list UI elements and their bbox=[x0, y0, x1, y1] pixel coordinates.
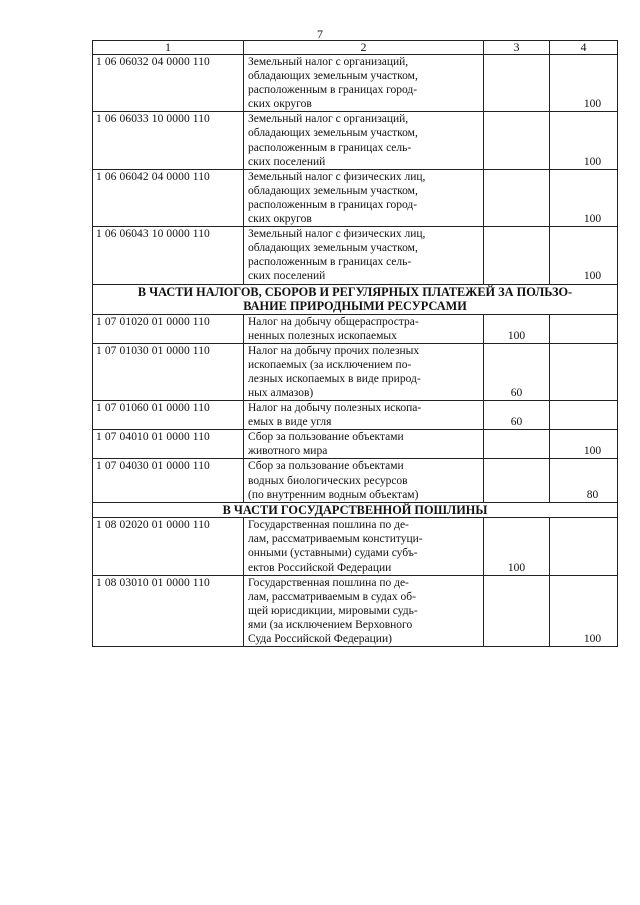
description-line: ями (за исключением Верховного bbox=[248, 618, 413, 631]
table-row bbox=[93, 401, 618, 430]
description-line: расположенным в границах город- bbox=[248, 198, 418, 211]
description-line: Земельный налог с физических лиц, bbox=[248, 228, 426, 241]
description-line: ископаемых (за исключением по- bbox=[248, 358, 412, 371]
budget-code-cell: 1 06 06043 10 0000 110 bbox=[93, 227, 244, 284]
description-line: ских поселений bbox=[248, 155, 326, 168]
revenue-description-cell bbox=[244, 169, 484, 226]
description-line: Государственная пошлина по де- bbox=[248, 519, 409, 532]
description-line: расположенным в границах сель- bbox=[248, 256, 412, 269]
description-line: обладающих земельным участком, bbox=[248, 242, 418, 255]
section-heading-line: В ЧАСТИ НАЛОГОВ, СБОРОВ И РЕГУЛЯРНЫХ ПЛАТЕЖЕЙ ЗА ПОЛЬЗО- bbox=[137, 284, 573, 299]
section-heading-row bbox=[93, 284, 618, 314]
column-4-value: 100 bbox=[550, 169, 618, 226]
description-line: Сбор за пользование объектами bbox=[248, 460, 404, 473]
budget-code-cell: 1 07 04010 01 0000 110 bbox=[93, 430, 244, 459]
description-line: расположенным в границах сель- bbox=[248, 141, 412, 154]
column-3-value: 100 bbox=[484, 518, 550, 575]
table-row bbox=[93, 314, 618, 343]
column-4-value: 100 bbox=[550, 227, 618, 284]
column-4-value: 100 bbox=[550, 112, 618, 169]
column-4-value: 100 bbox=[550, 430, 618, 459]
table-header-row bbox=[93, 41, 618, 55]
column-3-value bbox=[484, 227, 550, 284]
budget-code-cell: 1 07 01030 01 0000 110 bbox=[93, 343, 244, 400]
description-line: Земельный налог с физических лиц, bbox=[248, 170, 426, 183]
column-4-value: 100 bbox=[550, 575, 618, 646]
column-4-value bbox=[550, 343, 618, 400]
description-line: лезных ископаемых в виде природ- bbox=[248, 372, 421, 385]
column-4-value bbox=[550, 518, 618, 575]
column-3-value bbox=[484, 55, 550, 112]
budget-code-cell: 1 08 02020 01 0000 110 bbox=[93, 518, 244, 575]
description-line: лам, рассматриваемым конституци- bbox=[248, 533, 423, 546]
description-line: расположенным в границах город- bbox=[248, 84, 418, 97]
description-line: обладающих земельным участком, bbox=[248, 184, 418, 197]
description-line: Земельный налог с организаций, bbox=[248, 56, 409, 68]
column-4-value bbox=[550, 401, 618, 430]
description-line: (по внутренним водным объектам) bbox=[248, 488, 419, 501]
description-line: ских округов bbox=[248, 98, 312, 111]
column-3-value: 60 bbox=[484, 343, 550, 400]
column-3-value bbox=[484, 430, 550, 459]
column-3-value bbox=[484, 112, 550, 169]
description-line: Налог на добычу общераспростра- bbox=[248, 315, 419, 328]
description-line: Налог на добычу прочих полезных bbox=[248, 344, 420, 357]
column-4-value: 100 bbox=[550, 55, 618, 112]
section-heading-row bbox=[93, 502, 618, 518]
description-line: лам, рассматриваемым в судах об- bbox=[248, 590, 416, 603]
column-3-value bbox=[484, 459, 550, 502]
revenue-description-cell bbox=[244, 112, 484, 169]
revenue-description-cell bbox=[244, 575, 484, 646]
budget-code-cell: 1 06 06032 04 0000 110 bbox=[93, 55, 244, 112]
column-4-value bbox=[550, 314, 618, 343]
description-line: ных алмазов) bbox=[248, 386, 314, 399]
section-heading bbox=[93, 284, 618, 314]
column-3-value: 100 bbox=[484, 314, 550, 343]
table-row bbox=[93, 227, 618, 284]
section-heading-line: ВАНИЕ ПРИРОДНЫМИ РЕСУРСАМИ bbox=[243, 299, 467, 313]
column-header: 4 bbox=[550, 41, 618, 55]
column-header: 3 bbox=[484, 41, 550, 55]
budget-code-cell: 1 07 01020 01 0000 110 bbox=[93, 314, 244, 343]
description-line: ских поселений bbox=[248, 270, 326, 283]
budget-code-cell: 1 06 06042 04 0000 110 bbox=[93, 169, 244, 226]
description-line: животного мира bbox=[248, 445, 328, 458]
description-line: щей юрисдикции, мировыми судь- bbox=[248, 604, 418, 617]
description-line: Налог на добычу полезных ископа- bbox=[248, 402, 422, 415]
table-row bbox=[93, 518, 618, 575]
table-row bbox=[93, 343, 618, 400]
revenue-description-cell bbox=[244, 227, 484, 284]
revenue-description-cell bbox=[244, 401, 484, 430]
description-line: Земельный налог с организаций, bbox=[248, 113, 409, 126]
revenue-description-cell bbox=[244, 314, 484, 343]
budget-code-cell: 1 08 03010 01 0000 110 bbox=[93, 575, 244, 646]
description-line: Государственная пошлина по де- bbox=[248, 576, 409, 589]
column-4-value: 80 bbox=[550, 459, 618, 502]
table-row bbox=[93, 112, 618, 169]
revenue-table bbox=[92, 40, 618, 647]
description-line: обладающих земельным участком, bbox=[248, 127, 418, 140]
column-3-value bbox=[484, 575, 550, 646]
column-3-value: 60 bbox=[484, 401, 550, 430]
description-line: ненных полезных ископаемых bbox=[248, 329, 397, 342]
revenue-description-cell bbox=[244, 430, 484, 459]
column-3-value bbox=[484, 169, 550, 226]
section-heading-line: В ЧАСТИ ГОСУДАРСТВЕННОЙ ПОШЛИНЫ bbox=[222, 502, 488, 517]
table-row bbox=[93, 459, 618, 502]
description-line: Суда Российской Федерации) bbox=[248, 632, 392, 645]
description-line: онными (уставными) судами субъ- bbox=[248, 547, 418, 560]
table-row bbox=[93, 430, 618, 459]
description-line: ектов Российской Федерации bbox=[248, 561, 392, 574]
page-number: 7 bbox=[317, 27, 323, 41]
column-header: 2 bbox=[244, 41, 484, 55]
budget-code-cell: 1 07 04030 01 0000 110 bbox=[93, 459, 244, 502]
table-row bbox=[93, 169, 618, 226]
revenue-description-cell bbox=[244, 55, 484, 112]
revenue-description-cell bbox=[244, 459, 484, 502]
table-row bbox=[93, 575, 618, 646]
section-heading bbox=[93, 502, 618, 518]
budget-code-cell: 1 07 01060 01 0000 110 bbox=[93, 401, 244, 430]
description-line: обладающих земельным участком, bbox=[248, 70, 418, 83]
table-row bbox=[93, 55, 618, 112]
description-line: водных биологических ресурсов bbox=[248, 474, 408, 487]
description-line: емых в виде угля bbox=[248, 416, 332, 429]
budget-code-cell: 1 06 06033 10 0000 110 bbox=[93, 112, 244, 169]
revenue-description-cell bbox=[244, 518, 484, 575]
revenue-description-cell bbox=[244, 343, 484, 400]
description-line: ских округов bbox=[248, 213, 312, 226]
description-line: Сбор за пользование объектами bbox=[248, 431, 404, 444]
column-header: 1 bbox=[93, 41, 244, 55]
